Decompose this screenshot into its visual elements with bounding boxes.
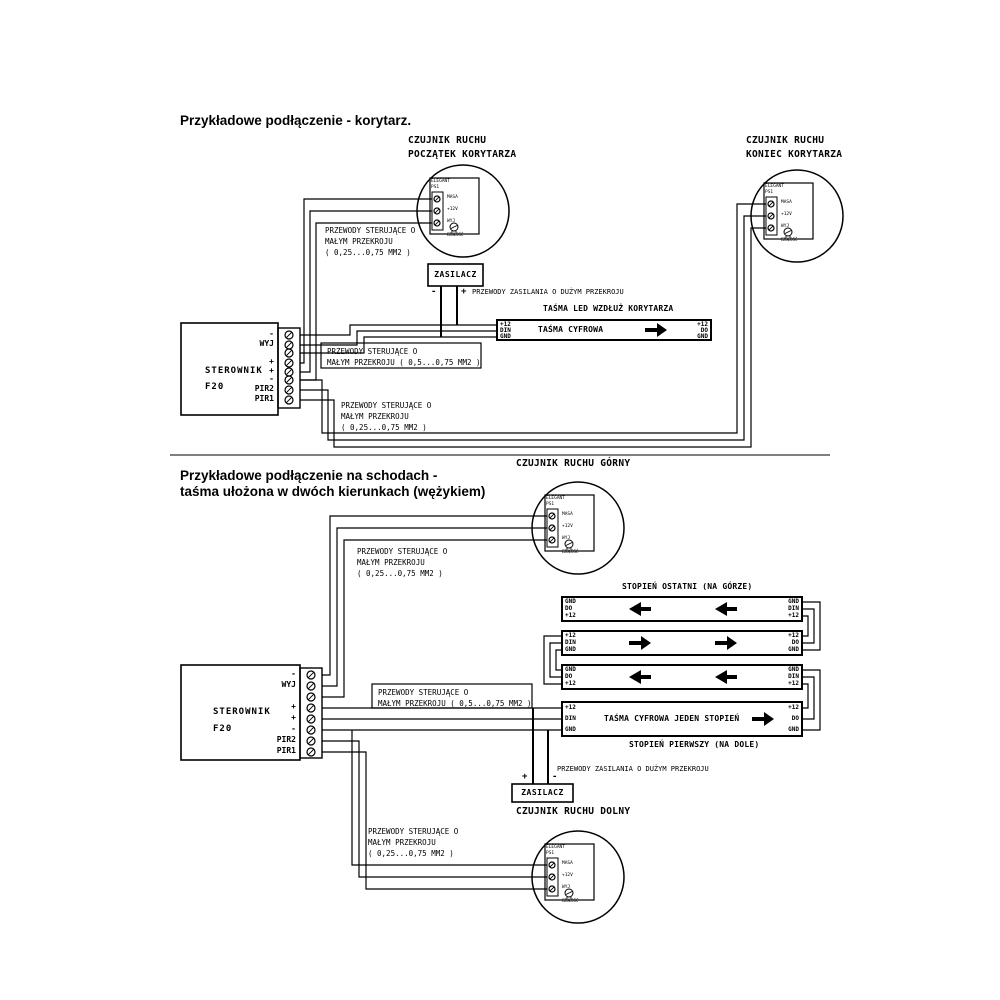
strip-pin: DO [791, 715, 799, 722]
terminal-label: - [291, 724, 296, 733]
strip-feed-wires [322, 708, 562, 730]
arrow-left-icon [629, 602, 651, 616]
strip-pin: +12 [788, 632, 799, 639]
sensor-pin-label: MASA [781, 200, 792, 205]
terminal-label: - [269, 329, 274, 338]
sensor-pin-label: MASA [562, 861, 573, 866]
wire-label: PRZEWODY STERUJĄCE O [357, 547, 448, 556]
wire-label: MAŁYM PRZEKROJU ( 0,5...0,75 MM2 ) [327, 358, 481, 367]
terminal-label: - [291, 669, 296, 678]
sensor-pin-label: WYJ [447, 219, 456, 224]
sensor-model: PS1 [546, 502, 555, 507]
sensor-pot-label: CZUŁOŚĆ [446, 232, 464, 237]
strip-pin: GND [788, 726, 799, 733]
strip-pin: +12 [565, 612, 576, 619]
terminal-label: + [291, 702, 296, 711]
psu-minus: - [552, 772, 558, 782]
sensor-end-label: KONIEC KORYTARZA [746, 149, 843, 160]
strip-name: TAŚMA CYFROWA [538, 325, 604, 334]
terminal-label: PIR1 [276, 746, 296, 755]
corridor-title: Przykładowe podłączenie - korytarz. [180, 113, 412, 128]
sensor-pin-label: MASA [562, 512, 573, 517]
strip-pin: +12 [697, 321, 708, 328]
arrow-right-icon [715, 636, 737, 650]
strip-pin: +12 [565, 632, 576, 639]
arrow-left-icon [629, 670, 651, 684]
terminal-label: PIR1 [254, 394, 274, 403]
power-wires [441, 286, 457, 337]
power-wire-label: PRZEWODY ZASILANIA O DUŻYM PRZEKROJU [557, 765, 709, 773]
wire-label: PRZEWODY STERUJĄCE O [327, 347, 418, 356]
arrow-left-icon [715, 602, 737, 616]
terminal-label: PIR2 [254, 384, 274, 393]
wire-label: MAŁYM PRZEKROJU [325, 237, 393, 246]
led-strip-corridor [497, 320, 711, 340]
sensor-model: PS1 [765, 190, 774, 195]
step-loop-left [544, 636, 562, 684]
psu-minus: - [431, 287, 437, 297]
wire-label: MAŁYM PRZEKROJU ( 0,5...0,75 MM2 ) [378, 699, 532, 708]
wire-label: PRZEWODY STERUJĄCE O [368, 827, 459, 836]
terminal-label: WYJ [259, 339, 274, 348]
controller-model: F20 [205, 382, 225, 392]
strip-pin: DIN [565, 639, 576, 646]
sensor-start-label: POCZĄTEK KORYTARZA [408, 149, 517, 160]
wire-label: MAŁYM PRZEKROJU [341, 412, 409, 421]
sensor-lower-label: CZUJNIK RUCHU DOLNY [516, 806, 631, 817]
wire-label: ( 0,25...0,75 MM2 ) [357, 569, 443, 578]
wire-label: MAŁYM PRZEKROJU [357, 558, 425, 567]
sensor-brand: ELEGANT [431, 179, 450, 184]
strip-pin: +12 [565, 680, 576, 687]
strip-pin: DO [565, 673, 573, 680]
sensor-model: PS1 [546, 851, 555, 856]
wire-label: PRZEWODY STERUJĄCE O [378, 688, 469, 697]
terminal-label: - [269, 374, 274, 383]
strip-pin: +12 [788, 612, 799, 619]
psu-plus: + [522, 772, 528, 782]
arrow-right-icon [645, 323, 667, 337]
strip-pin: DIN [788, 673, 799, 680]
wire-label: PRZEWODY STERUJĄCE O [341, 401, 432, 410]
arrow-right-icon [629, 636, 651, 650]
step-loop-right-lower [802, 670, 820, 730]
power-wire-label: PRZEWODY ZASILANIA O DUŻYM PRZEKROJU [472, 288, 624, 296]
strip-pin: DO [791, 639, 799, 646]
controller-model: F20 [213, 724, 233, 734]
strip-name: TAŚMA CYFROWA JEDEN STOPIEŃ [604, 714, 740, 723]
wire-label: ( 0,25...0,75 MM2 ) [341, 423, 427, 432]
strip-pin: +12 [788, 704, 799, 711]
strip-pin: DO [700, 327, 708, 334]
strip-pin: GND [565, 646, 576, 653]
strip-pin: DIN [565, 715, 576, 722]
wire-label: ( 0,25...0,75 MM2 ) [368, 849, 454, 858]
sensor-pin-label: +12V [781, 212, 792, 217]
sensor-pin-label: MASA [447, 195, 458, 200]
step-first-label: STOPIEŃ PIERWSZY (NA DOLE) [629, 740, 760, 749]
controller-name: STEROWNIK [205, 366, 263, 376]
psu-label: ZASILACZ [434, 270, 477, 279]
wire-label: MAŁYM PRZEKROJU [368, 838, 436, 847]
wire-label: ( 0,25...0,75 MM2 ) [325, 248, 411, 257]
strip-title: TAŚMA LED WZDŁUŻ KORYTARZA [543, 304, 674, 313]
sensor-end-label: CZUJNIK RUCHU [746, 135, 825, 146]
sensor-model: PS1 [431, 185, 440, 190]
strip-pin: GND [788, 598, 799, 605]
sensor-brand: ELEGANT [765, 184, 784, 189]
terminal-label: PIR2 [276, 735, 296, 744]
terminal-label: + [269, 366, 274, 375]
strip-pin: GND [500, 333, 511, 340]
terminal-label: + [269, 357, 274, 366]
sensor-bottom-wires [322, 730, 547, 889]
stairs-title: Przykładowe podłączenie na schodach - [180, 468, 438, 483]
step-last-label: STOPIEŃ OSTATNI (NA GÓRZE) [622, 582, 753, 591]
strip-pin: GND [697, 333, 708, 340]
sensor-pin-label: +12V [562, 524, 573, 529]
psu-label: ZASILACZ [521, 788, 564, 797]
sensor-pin-label: +12V [562, 873, 573, 878]
terminal-label: WYJ [281, 680, 296, 689]
strip-pin: DIN [788, 605, 799, 612]
strip-pin: GND [565, 666, 576, 673]
sensor-pot-label: CZUŁOŚĆ [561, 898, 579, 903]
sensor-pin-label: +12V [447, 207, 458, 212]
psu-plus: + [461, 287, 467, 297]
strip-pin: GND [565, 598, 576, 605]
strip-pin: +12 [500, 321, 511, 328]
strip-pin: DIN [500, 327, 511, 334]
strip-pin: GND [565, 726, 576, 733]
sensor-brand: ELEGANT [546, 845, 565, 850]
step-loop-right-upper [802, 602, 820, 650]
sensor-pin-label: WYJ [781, 224, 790, 229]
sensor-pot-label: CZUŁOŚĆ [780, 237, 798, 242]
terminal-screws [307, 671, 315, 756]
strip-pin: GND [788, 666, 799, 673]
sensor-start-label: CZUJNIK RUCHU [408, 135, 487, 146]
strip-pin: DO [565, 605, 573, 612]
terminal-label: + [291, 713, 296, 722]
controller-name: STEROWNIK [213, 707, 271, 717]
sensor-pin-label: WYJ [562, 536, 571, 541]
stairs-title: taśma ułożona w dwóch kierunkach (wężykiem) [180, 484, 486, 499]
arrow-left-icon [715, 670, 737, 684]
sensor-pin-label: WYJ [562, 885, 571, 890]
terminal-screws [285, 331, 293, 404]
strip-pin: +12 [788, 680, 799, 687]
sensor-top-wires [322, 516, 547, 697]
sensor-upper-label: CZUJNIK RUCHU GÓRNY [516, 458, 631, 469]
sensor-brand: ELEGANT [546, 496, 565, 501]
strip-pin: +12 [565, 704, 576, 711]
wire-label: PRZEWODY STERUJĄCE O [325, 226, 416, 235]
strip-pin: GND [788, 646, 799, 653]
sensor-pot-label: CZUŁOŚĆ [561, 549, 579, 554]
